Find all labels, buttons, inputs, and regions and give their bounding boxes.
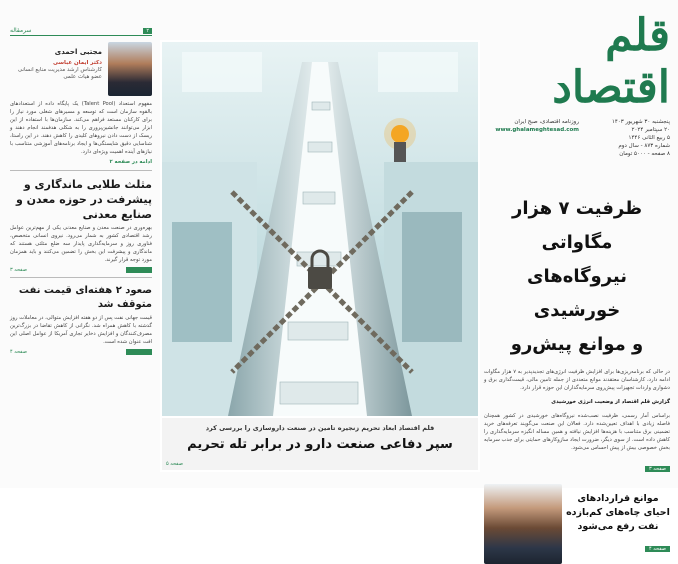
mining-page-ref-text: صفحه ۳ <box>10 267 27 273</box>
main-headline[interactable] <box>484 192 670 362</box>
photo-headline[interactable]: سپر دفاعی صنعت دارو در برابر تله تحریم <box>187 437 453 452</box>
website[interactable]: www.ghalameghtesad.com <box>495 127 579 133</box>
oil-page-ref-text: صفحه ۴ <box>10 349 27 355</box>
body-text: براساس آمار رسمی، ظرفیت نصب‌شده نیروگاه‌های خورشیدی در کشور همچنان فاصله زیادی با اهداف تعیین‌شده دارد. فعالان این صنعت می‌گویند تعرفه‌های خرید تضمینی برق متناسب با هزینه‌ها افزایش نیافته و همین مساله انگیزه سرمایه‌گذاری را کاهش داده است. از سوی دیگر، ضرورت ایجاد سازوکارهای حمایتی برای جذب سرمایه بخش خصوصی بیش از پیش احساس می‌شود. <box>484 413 670 451</box>
masthead-logo[interactable]: قلم اقتصاد <box>552 10 670 113</box>
oil-wells-feature[interactable] <box>484 480 670 556</box>
pharma-line-illustration <box>162 42 478 416</box>
editorial-more-link[interactable]: ادامه در صفحه ۲ <box>109 159 152 165</box>
left-column <box>10 26 152 486</box>
photo-caption <box>162 418 478 470</box>
main-headline-line-2: نیروگاه‌های خورشیدی <box>526 266 628 321</box>
center-feature <box>160 40 480 472</box>
editorial-page-tag: ۲ <box>143 28 152 34</box>
issue-number: شماره ۸۷۳ - سال دوم <box>618 143 670 149</box>
issue-date-gregorian: ۲۰ سپتامبر ۲۰۲۴ <box>631 127 670 133</box>
oil-page-ref <box>10 349 152 355</box>
photo-page-ref: صفحه ۵ <box>166 461 183 467</box>
issue-info <box>585 118 670 158</box>
mining-text: بهره‌وری در صنعت معدن و صنایع معدنی یکی از مهم‌ترین عوامل رشد اقتصادی کشور به شمار می‌رود. نیروی انسانی متخصص، فناوری روز و سرمایه‌گذاری پایدار سه ضلع مثلثی هستند که ماندگاری و پیشرفت این بخش را تضمین می‌کنند و باید همزمان مورد توجه قرار گیرند. <box>10 225 152 263</box>
issue-date: پنجشنبه ۳۰ شهریور ۱۴۰۳ <box>611 119 670 125</box>
author-role <box>14 60 102 81</box>
oil-price-text: قیمت جهانی نفت پس از دو هفته افزایش متوالی، در معاملات روز گذشته با کاهش همراه شد. نگرانی از کاهش تقاضا در بزرگ‌ترین مصرف‌کنندگان و افزایش ذخایر تجاری آمریکا از عوامل اصلی این افت عنوان شده است. <box>10 315 152 345</box>
author-role-title: دکتر ایمان عباسی <box>53 60 102 66</box>
feature-title: موانع قراردادهای احیای چاه‌های کم‌بازده نفت رفع می‌شود <box>566 493 670 532</box>
issue-price: ۸ صفحه - ۵۰۰۰ تومان <box>619 151 670 157</box>
editorial-text: مفهوم استعداد (Talent Pool) یک پایگاه داده از استعدادهای بالقوه سازمان است که توسعه و مسیرهای شغلی مورد نیاز را برای کارکنان مستعد فراهم می‌کند. سازمان‌ها با استفاده از این ابزار می‌توانند جانشین‌پروری را به شکلی هدفمند انجام دهند و ریسک از دست دادن نیروهای کلیدی را کاهش دهند. در این راستا، شناسایی دقیق شایستگی‌ها و ایجاد برنامه‌های آموزشی متناسب با نیازهای آینده اهمیت ویژه‌ای دارد. <box>10 101 153 155</box>
author-box <box>10 42 152 98</box>
photo-kicker: قلم اقتصاد ابعاد تحریم زنجیره تامین در صنعت داروسازی را بررسی کرد <box>205 424 435 432</box>
lead-text: در حالی که برنامه‌ریزی‌ها برای افزایش ظرفیت انرژی‌های تجدیدپذیر به ۷ هزار مگاوات ادامه دارد، کارشناسان معتقدند موانع متعددی از جمله تامین مالی، قیمت‌گذاری برق و دشواری واردات تجهیزات پیش‌روی سرمایه‌گذاران این حوزه قرار دارد. <box>484 369 670 391</box>
pharma-production-photo[interactable] <box>162 42 478 416</box>
main-page-tag: صفحه ۳ <box>645 466 670 472</box>
divider <box>10 277 152 278</box>
feature-person-photo <box>484 484 562 564</box>
oil-page-tag <box>126 349 152 355</box>
masthead-meta <box>484 114 670 182</box>
author-photo <box>108 42 152 96</box>
tagline: روزنامه اقتصادی، صبح ایران <box>514 119 579 125</box>
tagline-box <box>484 118 579 134</box>
mining-page-ref <box>10 267 152 273</box>
main-headline-line-3: و موانع پیش‌رو <box>510 334 644 355</box>
headline-mining[interactable]: مثلث طلایی ماندگاری و پیشرفت در حوزه معدن و صنایع معدنی <box>15 178 152 221</box>
divider <box>10 170 152 171</box>
author-subrole: عضو هیات علمی <box>63 74 102 81</box>
main-page-ref <box>484 455 670 474</box>
editorial-section-bar <box>10 26 152 36</box>
feature-page-tag: صفحه ۴ <box>645 546 670 552</box>
headline-oil-price[interactable]: صعود ۲ هفته‌ای قیمت نفت متوقف شد <box>18 285 152 310</box>
sub-head: گزارش قلم اقتصاد از وضعیت انرژی خورشیدی <box>551 399 670 405</box>
issue-date-hijri: ۵ ربیع الثانی ۱۴۴۶ <box>628 135 670 141</box>
author-name: مجتبی احمدی <box>54 48 102 56</box>
editorial-section-label: سرمقاله <box>10 27 32 34</box>
right-column <box>484 10 670 552</box>
author-role-desc: کارشناس ارشد مدیریت منابع انسانی <box>17 67 102 74</box>
main-headline-line-1: ظرفیت ۷ هزار مگاواتی <box>511 198 643 253</box>
mining-page-tag <box>126 267 152 273</box>
